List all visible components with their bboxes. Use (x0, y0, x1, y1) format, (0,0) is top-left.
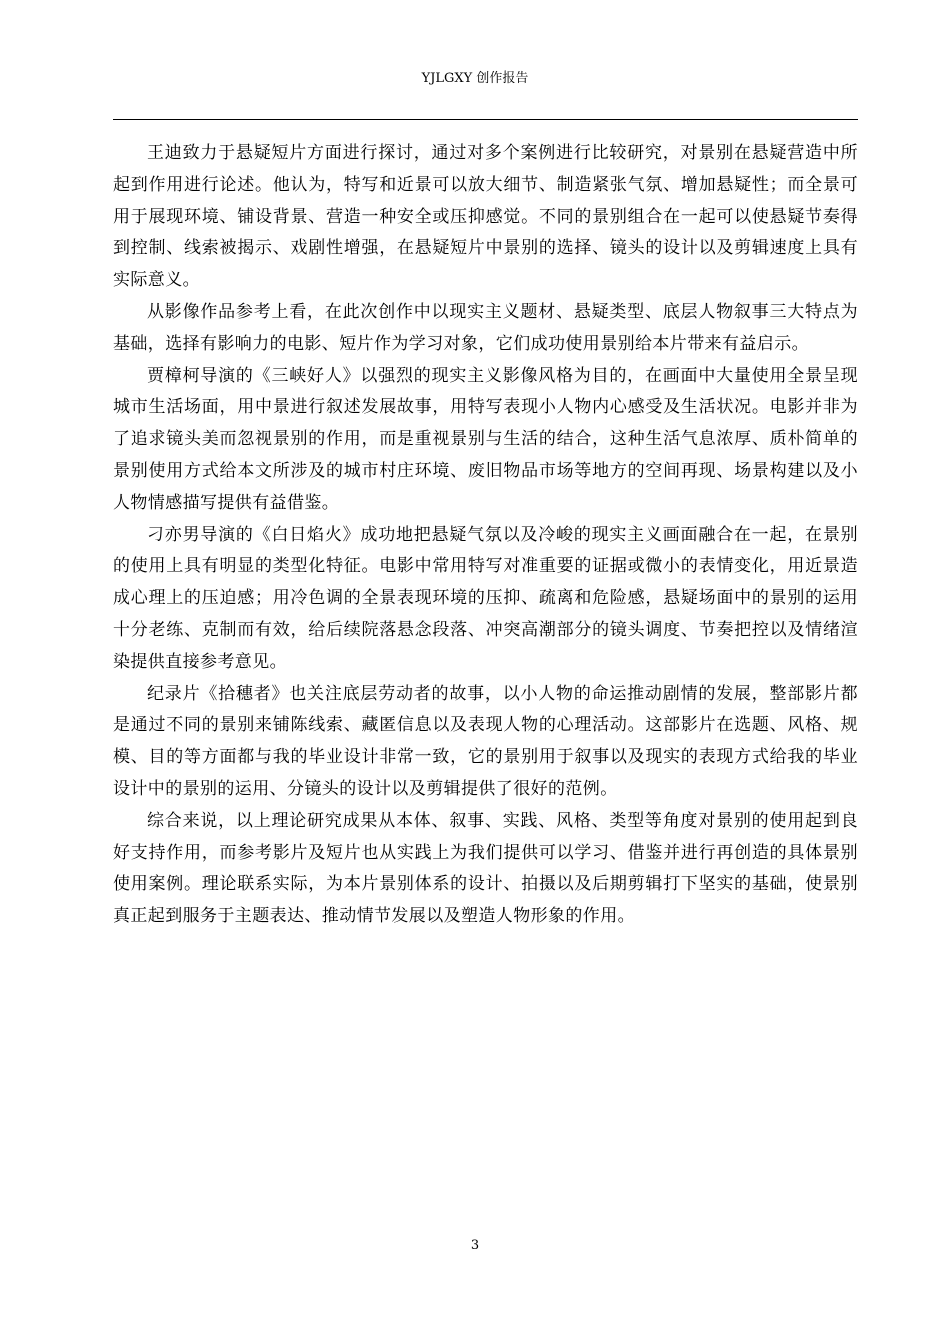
paragraph-4: 刁亦男导演的《白日焰火》成功地把悬疑气氛以及冷峻的现实主义画面融合在一起，在景别的使用上具有明显的类型化特征。电影中常用特写对准重要的证据或微小的表情变化，用近景造成心理上的压迫感；用冷色调的全景表现环境的压抑、疏离和危险感，悬疑场面中的景别的运用十分老练、克制而有效，给后续院落悬念段落、冲突高潮部分的镜头调度、节奏把控以及情绪渲染提供直接参考意见。 (113, 524, 858, 672)
paragraph-6: 综合来说，以上理论研究成果从本体、叙事、实践、风格、类型等角度对景别的使用起到良好支持作用，而参考影片及短片也从实践上为我们提供可以学习、借鉴并进行再创造的具体景别使用案例。理论联系实际，为本片景别体系的设计、拍摄以及后期剪辑打下坚实的基础，使景别真正起到服务于主题表达、推动情节发展以及塑造人物形象的作用。 (113, 810, 858, 927)
document-body (113, 138, 858, 933)
page-number: 3 (470, 1238, 480, 1253)
paragraph-2: 从影像作品参考上看，在此次创作中以现实主义题材、悬疑类型、底层人物叙事三大特点为基础，选择有影响力的电影、短片作为学习对象，它们成功使用景别给本片带来有益启示。 (113, 301, 858, 354)
page-header: YJLGXY 创作报告 (421, 71, 529, 86)
paragraph-3: 贾樟柯导演的《三峡好人》以强烈的现实主义影像风格为目的，在画面中大量使用全景呈现城市生活场面，用中景进行叙述发展故事，用特写表现小人物内心感受及生活状况。电影并非为了追求镜头美而忽视景别的作用，而是重视景别与生活的结合，这种生活气息浓厚、质朴简单的景别使用方式给本文所涉及的城市村庄环境、废旧物品市场等地方的空间再现、场景构建以及小人物情感描写提供有益借鉴。 (113, 365, 858, 513)
paragraph-1: 王迪致力于悬疑短片方面进行探讨，通过对多个案例进行比较研究，对景别在悬疑营造中所起到作用进行论述。他认为，特写和近景可以放大细节、制造紧张气氛、增加悬疑性；而全景可用于展现环境、铺设背景、营造一种安全或压抑感觉。不同的景别组合在一起可以使悬疑节奏得到控制、线索被揭示、戏剧性增强，在悬疑短片中景别的选择、镜头的设计以及剪辑速度上具有实际意义。 (113, 143, 858, 291)
header-divider (113, 119, 858, 120)
paragraph-5: 纪录片《拾穗者》也关注底层劳动者的故事，以小人物的命运推动剧情的发展，整部影片都是通过不同的景别来铺陈线索、藏匿信息以及表现人物的心理活动。这部影片在选题、风格、规模、目的等方面都与我的毕业设计非常一致，它的景别用于叙事以及现实的表现方式给我的毕业设计中的景别的运用、分镜头的设计以及剪辑提供了很好的范例。 (113, 683, 858, 799)
